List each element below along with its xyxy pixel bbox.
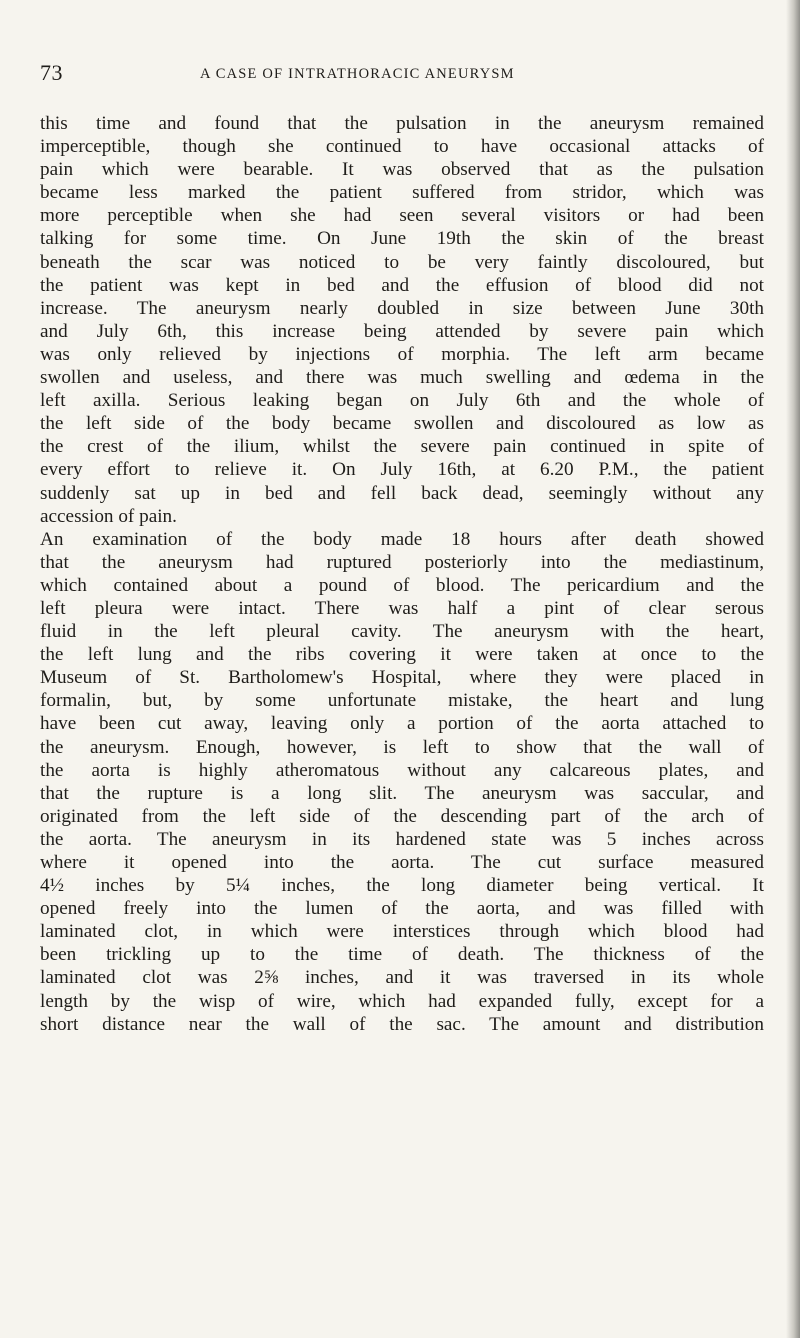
text-line: Museum of St. Bartholomew's Hospital, where they were placed in — [40, 667, 764, 689]
text-line: increase. The aneurysm nearly doubled in size between June 30th — [40, 297, 764, 319]
text-line: originated from the left side of the descending part of the arch of — [40, 805, 764, 827]
text-line: been trickling up to the time of death. The thickness of the — [40, 944, 764, 966]
text-line: short distance near the wall of the sac. The amount and distribution — [40, 1013, 764, 1035]
page-number: 73 — [40, 60, 63, 85]
running-head-title: A CASE OF INTRATHORACIC ANEURYSM — [200, 66, 515, 82]
text-line: have been cut away, leaving only a portion of the aorta attached to — [40, 713, 764, 735]
text-line: accession of pain. — [40, 505, 177, 527]
text-line: more perceptible when she had seen several visitors or had been — [40, 205, 764, 227]
text-line: the crest of the ilium, whilst the severe pain continued in spite of — [40, 436, 764, 458]
text-line: suddenly sat up in bed and fell back dead, seemingly without any — [40, 482, 764, 504]
text-line: fluid in the left pleural cavity. The aneurysm with the heart, — [40, 621, 764, 643]
text-line: left pleura were intact. There was half a pint of clear serous — [40, 597, 764, 619]
text-line: where it opened into the aorta. The cut surface measured — [40, 852, 764, 873]
text-line: laminated clot was 2⅝ inches, and it was traversed in its whole — [40, 967, 764, 989]
text-line: the aneurysm. Enough, however, is left to show that the wall of — [40, 736, 764, 758]
text-line: the aorta is highly atheromatous without any calcareous plates, and — [40, 759, 764, 781]
text-line: swollen and useless, and there was much swelling and œdema in the — [40, 367, 764, 389]
text-line: pain which were bearable. It was observed that as the pulsation — [40, 159, 764, 181]
text-line: laminated clot, in which were interstices through which blood had — [40, 921, 764, 943]
text-line: the patient was kept in bed and the effusion of blood did not — [40, 274, 764, 296]
text-line: opened freely into the lumen of the aorta, and was filled with — [40, 898, 764, 920]
page-edge-shadow — [786, 0, 800, 1338]
text-line: length by the wisp of wire, which had expanded fully, except for a — [40, 990, 764, 1012]
text-line: the left lung and the ribs covering it were taken at once to the — [40, 644, 764, 666]
text-line: An examination of the body made 18 hours after death showed — [40, 528, 764, 550]
text-line: every effort to relieve it. On July 16th, at 6.20 P.M., the patient — [40, 459, 764, 481]
text-line: this time and found that the pulsation in the aneurysm remained — [40, 113, 764, 134]
text-line: imperceptible, though she continued to have occasional attacks of — [40, 136, 764, 158]
text-line: that the aneurysm had ruptured posteriorly into the mediastinum, — [40, 551, 764, 573]
running-head — [40, 60, 760, 90]
text-line: talking for some time. On June 19th the skin of the breast — [40, 228, 764, 250]
text-line: was only relieved by injections of morphia. The left arm became — [40, 343, 764, 365]
text-line: the aorta. The aneurysm in its hardened state was 5 inches across — [40, 828, 764, 850]
body-text — [40, 112, 764, 1036]
text-line: 4½ inches by 5¼ inches, the long diameter being vertical. It — [40, 875, 764, 897]
text-line: became less marked the patient suffered from stridor, which was — [40, 182, 764, 204]
text-line: the left side of the body became swollen and discoloured as low as — [40, 413, 764, 435]
text-line: beneath the scar was noticed to be very faintly discoloured, but — [40, 251, 764, 273]
text-line: that the rupture is a long slit. The aneurysm was saccular, and — [40, 782, 764, 804]
text-line: and July 6th, this increase being attended by severe pain which — [40, 320, 764, 342]
text-line: formalin, but, by some unfortunate mistake, the heart and lung — [40, 690, 764, 712]
text-line: left axilla. Serious leaking began on July 6th and the whole of — [40, 390, 764, 412]
text-line: which contained about a pound of blood. The pericardium and the — [40, 574, 764, 596]
